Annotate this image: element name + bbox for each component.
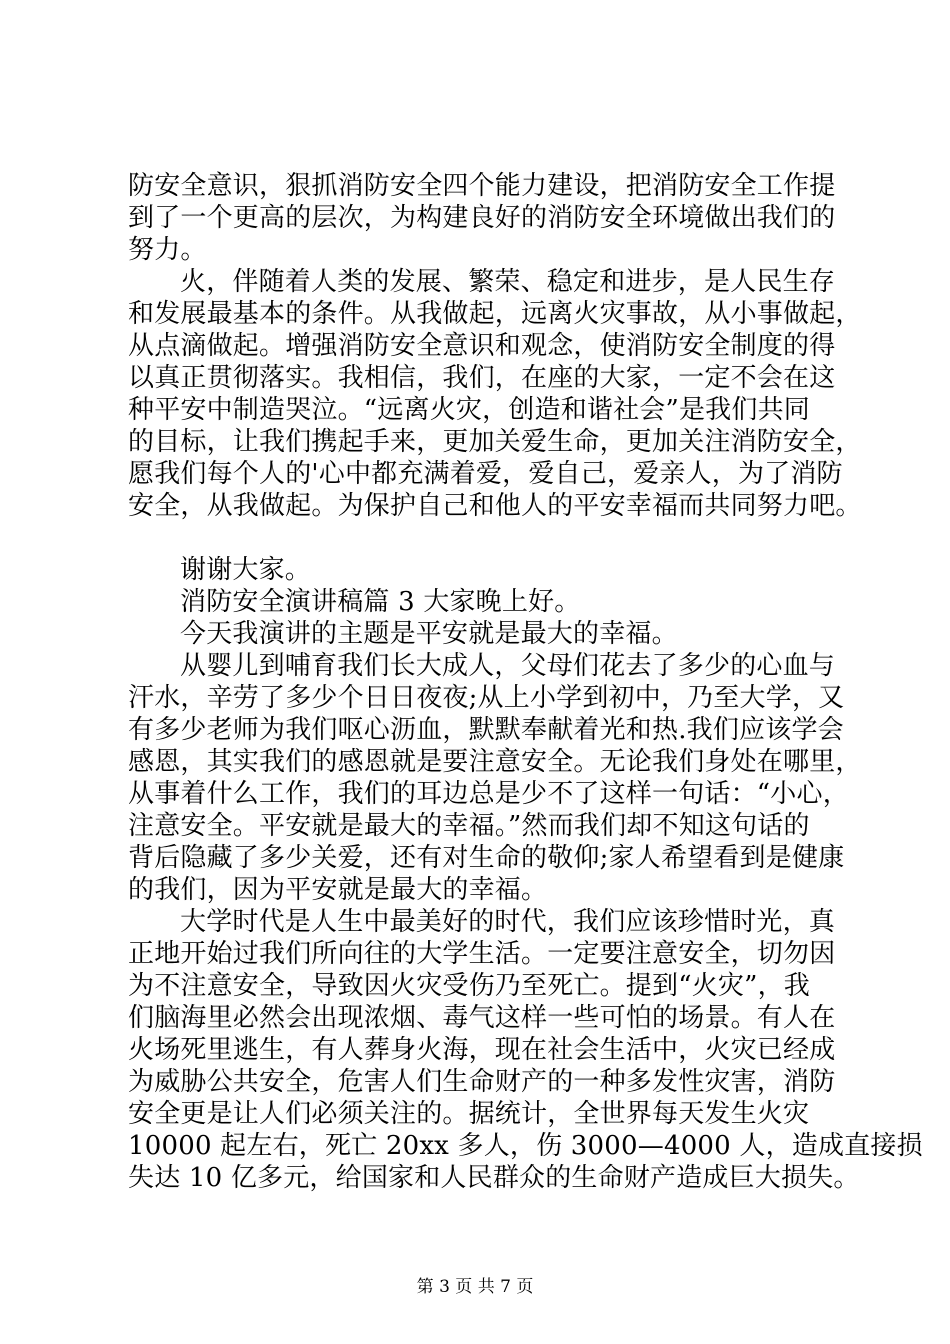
text-line: 安全，从我做起。为保护自己和他人的平安幸福而共同努力吧。	[128, 491, 862, 521]
text-line: 防安全意识，狠抓消防安全四个能力建设，把消防安全工作提	[128, 171, 836, 201]
text-line: 感恩，其实我们的感恩就是要注意安全。无论我们身处在哪里，	[128, 747, 862, 777]
page-number-label: 第 3 页 共 7 页	[416, 1277, 534, 1297]
text-line: 们脑海里必然会出现浓烟、毒气这样一些可怕的场景。有人在	[128, 1003, 836, 1033]
text-line: 从点滴做起。增强消防安全意识和观念，使消防安全制度的得	[128, 331, 836, 361]
text-line: 从事着什么工作，我们的耳边总是少不了这样一句话：“小心，	[128, 779, 849, 809]
text-line: 10000 起左右，死亡 20xx 多人，伤 3000—4000 人，造成直接损	[128, 1131, 923, 1161]
paragraph-start-line: 火，伴随着人类的发展、繁荣、稳定和进步，是人民生存	[180, 267, 836, 297]
paragraph-start-line: 从婴儿到哺育我们长大成人，父母们花去了多少的心血与	[180, 651, 836, 681]
paragraph-start-line: 谢谢大家。	[180, 555, 312, 585]
text-line: 以真正贯彻落实。我相信，我们，在座的大家，一定不会在这	[128, 363, 836, 393]
text-line: 的我们，因为平安就是最大的幸福。	[128, 875, 548, 905]
text-line: 安全更是让人们必须关注的。据统计，全世界每天发生火灾	[128, 1099, 810, 1129]
text-line: 注意安全。平安就是最大的幸福。”然而我们却不知这句话的	[128, 811, 810, 841]
text-line: 和发展最基本的条件。从我做起，远离火灾事故，从小事做起，	[128, 299, 862, 329]
text-line: 正地开始过我们所向往的大学生活。一定要注意安全，切勿因	[128, 939, 836, 969]
paragraph-start-line: 今天我演讲的主题是平安就是最大的幸福。	[180, 619, 678, 649]
text-line: 失达 10 亿多元，给国家和人民群众的生命财产造成巨大损失。	[128, 1163, 860, 1193]
text-line: 火场死里逃生，有人葬身火海，现在社会生活中，火灾已经成	[128, 1035, 836, 1065]
text-line: 有多少老师为我们呕心沥血，默默奉献着光和热.我们应该学会	[128, 715, 844, 745]
paragraph-start-line: 大学时代是人生中最美好的时代，我们应该珍惜时光，真	[180, 907, 836, 937]
blank-line	[128, 522, 828, 554]
text-line: 为威胁公共安全，危害人们生命财产的一种多发性灾害，消防	[128, 1067, 836, 1097]
text-line: 到了一个更高的层次，为构建良好的消防安全环境做出我们的	[128, 203, 836, 233]
text-line: 的目标，让我们携起手来，更加关爱生命，更加关注消防安全，	[128, 427, 862, 457]
text-line: 种平安中制造哭泣。“远离火灾，创造和谐社会”是我们共同	[128, 395, 810, 425]
text-line: 为不注意安全，导致因火灾受伤乃至死亡。提到“火灾”，我	[128, 971, 810, 1001]
body-text	[128, 170, 923, 1194]
page-footer	[0, 1275, 950, 1299]
text-line: 愿我们每个人的'心中都充满着爱，爱自己，爱亲人，为了消防	[128, 459, 843, 489]
text-line: 背后隐藏了多少关爱，还有对生命的敬仰;家人希望看到是健康	[128, 843, 845, 873]
text-line: 努力。	[128, 235, 207, 265]
text-line: 汗水，辛劳了多少个日日夜夜;从上小学到初中，乃至大学，又	[128, 683, 845, 713]
section-heading-line: 消防安全演讲稿篇 3 大家晚上好。	[180, 587, 581, 617]
